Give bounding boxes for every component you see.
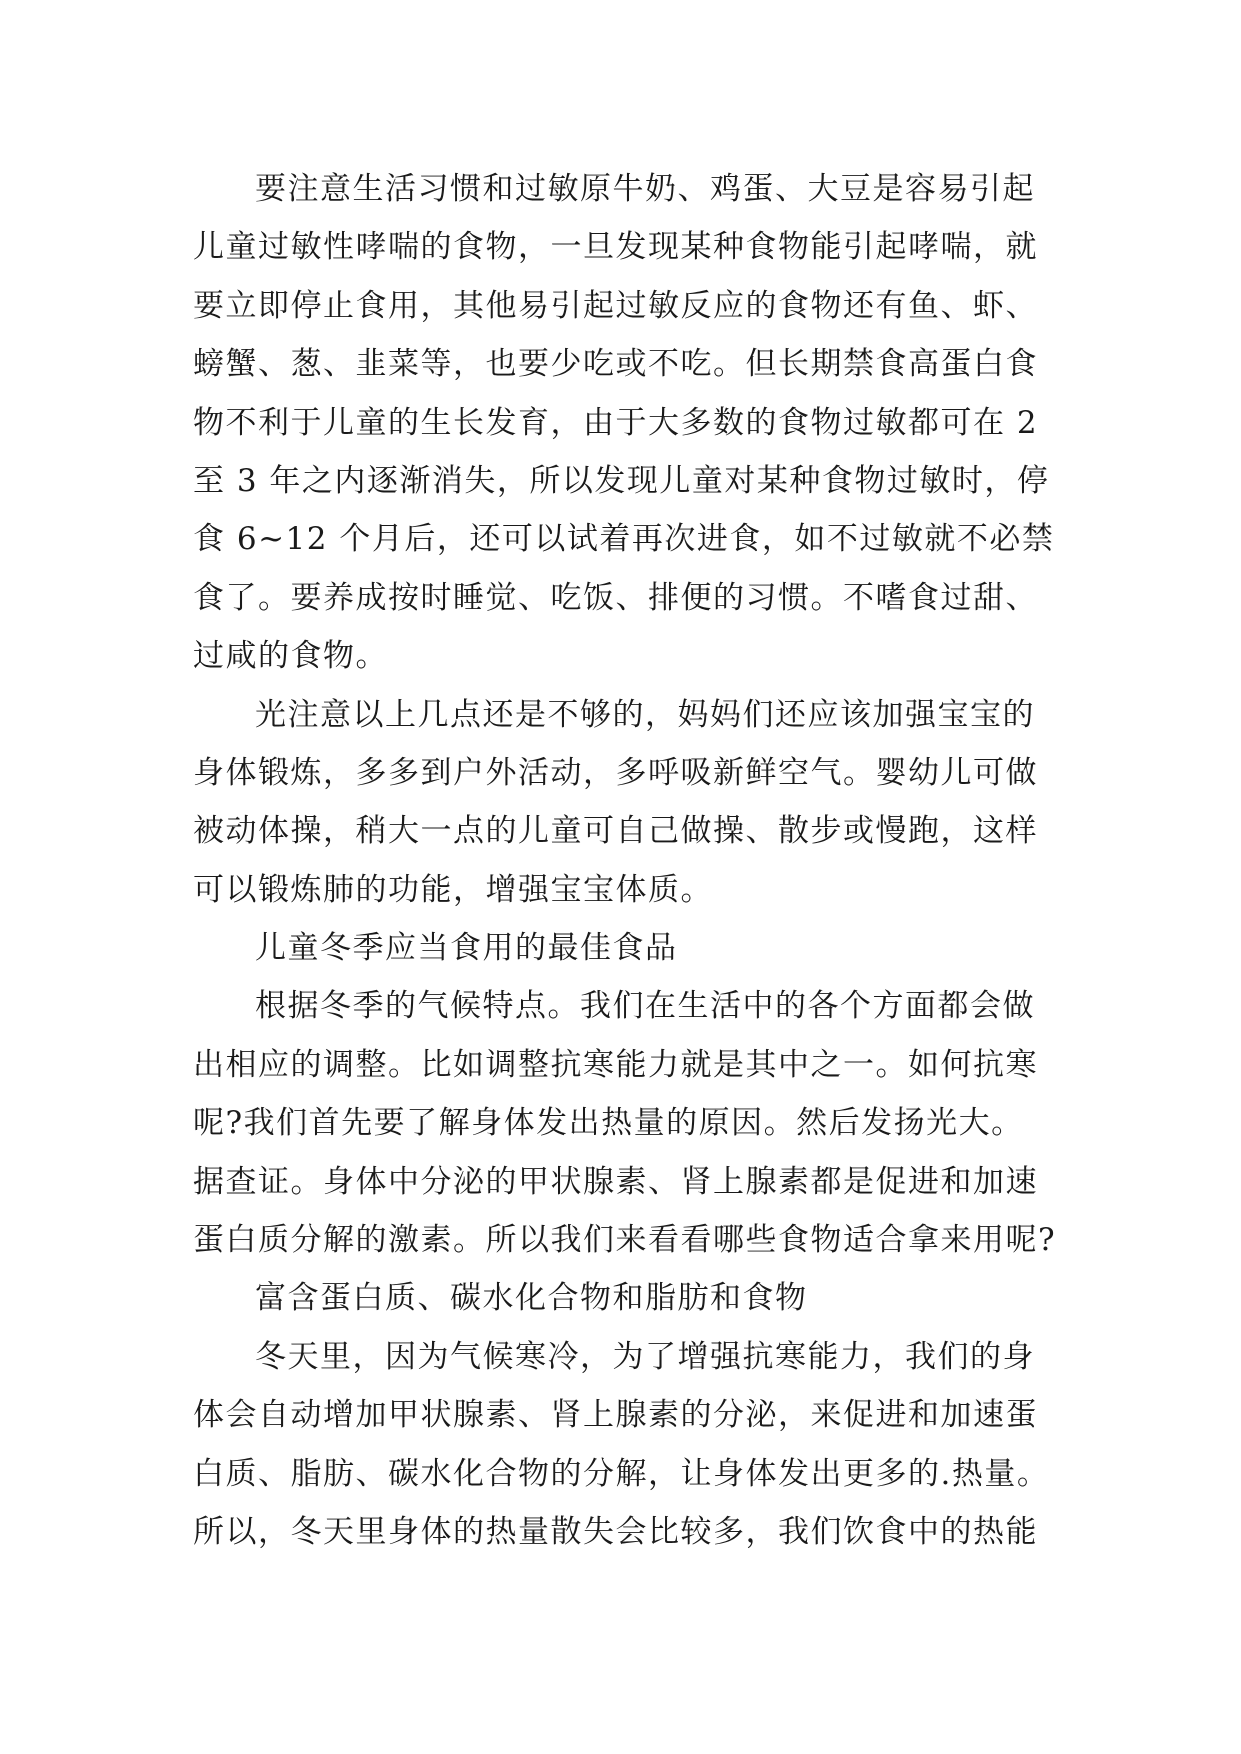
text-line: 螃蟹、葱、韭菜等，也要少吃或不吃。但长期禁食高蛋白食 — [193, 346, 1038, 383]
text-line: 呢?我们首先要了解身体发出热量的原因。然后发扬光大。 — [193, 1105, 1024, 1142]
body-text — [193, 160, 1073, 1561]
text-line: 要立即停止食用，其他易引起过敏反应的食物还有鱼、虾、 — [193, 287, 1038, 324]
text-line: 据查证。身体中分泌的甲状腺素、肾上腺素都是促进和加速 — [193, 1163, 1038, 1200]
text-line: 所以，冬天里身体的热量散失会比较多，我们饮食中的热能 — [193, 1513, 1038, 1550]
text-line: 要注意生活习惯和过敏原牛奶、鸡蛋、大豆是容易引起 — [255, 171, 1035, 207]
text-line: 出相应的调整。比如调整抗寒能力就是其中之一。如何抗寒 — [193, 1046, 1038, 1083]
text-line: 白质、脂肪、碳水化合物的分解，让身体发出更多的.热量。 — [193, 1455, 1050, 1492]
text-line: 儿童冬季应当食用的最佳食品 — [255, 930, 678, 967]
text-line: 至 3 年之内逐渐消失，所以发现儿童对某种食物过敏时，停 — [193, 462, 1050, 499]
text-line: 体会自动增加甲状腺素、肾上腺素的分泌，来促进和加速蛋 — [193, 1397, 1038, 1434]
text-line: 食了。要养成按时睡觉、吃饭、排便的习惯。不嗜食过甜、 — [193, 579, 1038, 616]
text-line: 冬天里，因为气候寒冷，为了增强抗寒能力，我们的身 — [255, 1338, 1035, 1375]
text-line: 身体锻炼，多多到户外活动，多呼吸新鲜空气。婴幼儿可做 — [193, 754, 1038, 791]
text-line: 过咸的食物。 — [193, 638, 388, 675]
text-line: 食 6~12 个月后，还可以试着再次进食，如不过敏就不必禁 — [193, 521, 1055, 558]
text-line: 根据冬季的气候特点。我们在生活中的各个方面都会做 — [255, 988, 1035, 1025]
text-line: 富含蛋白质、碳水化合物和脂肪和食物 — [255, 1280, 808, 1317]
text-line: 儿童过敏性哮喘的食物，一旦发现某种食物能引起哮喘，就 — [193, 229, 1038, 266]
text-line: 光注意以上几点还是不够的，妈妈们还应该加强宝宝的 — [255, 696, 1035, 733]
text-line: 物不利于儿童的生长发育，由于大多数的食物过敏都可在 2 — [193, 404, 1039, 441]
text-line: 可以锻炼肺的功能，增强宝宝体质。 — [193, 871, 713, 908]
text-line: 被动体操，稍大一点的儿童可自己做操、散步或慢跑，这样 — [193, 813, 1038, 850]
text-line: 蛋白质分解的激素。所以我们来看看哪些食物适合拿来用呢? — [193, 1222, 1057, 1259]
